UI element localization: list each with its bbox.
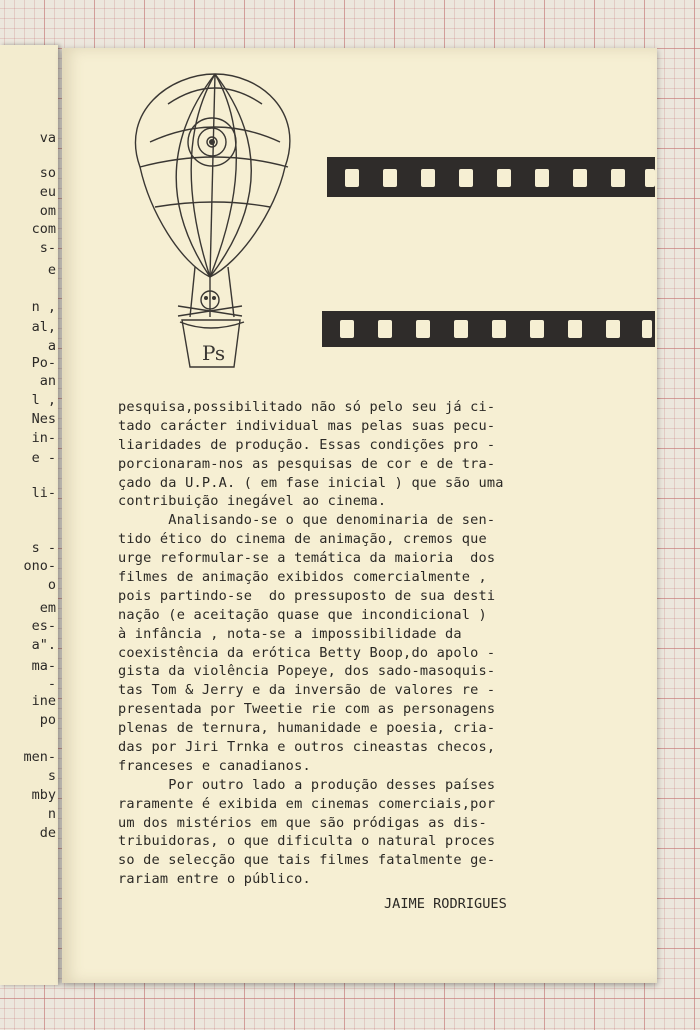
text-line: urge reformular-se a temática da maioria dos	[118, 550, 496, 567]
left-page-fragment: e	[47, 262, 56, 278]
text-line: contribuição inegável ao cinema.	[118, 493, 387, 510]
hot-air-balloon-illustration	[110, 72, 310, 382]
film-strip-bottom	[322, 311, 655, 347]
left-page-fragment: o	[47, 577, 56, 593]
balloon-initials: Ps	[202, 341, 226, 365]
left-page-fragment: mby	[31, 787, 56, 803]
left-page-fragment: n	[47, 806, 56, 822]
left-page-fragment: de	[39, 825, 56, 841]
left-page-fragment: po	[39, 712, 56, 728]
text-line: gista da violência Popeye, dos sado-masoquis-	[118, 663, 496, 680]
left-page-fragment: om	[39, 203, 56, 219]
article-body	[118, 398, 638, 889]
left-page-fragment: an	[39, 373, 56, 389]
left-page-fragment: in-	[31, 430, 56, 446]
text-line: nação (e aceitação quase que incondicional )	[118, 606, 487, 623]
film-strip-top	[327, 157, 655, 197]
left-page-fragment: -	[47, 676, 56, 692]
left-page-fragment: l ,	[31, 392, 56, 408]
left-page-fragment: s -	[31, 540, 56, 556]
left-facing-page	[0, 45, 58, 985]
left-page-fragment: s-	[39, 240, 56, 256]
text-line: presentada por Tweetie rie com as personagens	[118, 701, 496, 718]
left-page-fragment: va	[39, 130, 56, 146]
text-line: à infância , nota-se a impossibilidade da	[118, 625, 462, 642]
left-page-fragment: ono-	[23, 558, 56, 574]
text-line: Analisando-se o que denominaria de sen-	[118, 512, 496, 529]
left-page-fragment: a".	[31, 637, 56, 653]
text-line: um dos mistérios em que são pródigas as dis-	[118, 814, 487, 831]
left-page-fragment: em	[39, 600, 56, 616]
left-page-fragment: eu	[39, 184, 56, 200]
left-page-fragment: li-	[31, 485, 56, 501]
text-line: so de selecção que tais filmes fatalmente ge-	[118, 852, 496, 869]
left-page-fragment: Nes	[31, 411, 56, 427]
text-line: coexistência da erótica Betty Boop,do apolo -	[118, 644, 496, 661]
text-line: das por Jiri Trnka e outros cineastas checos,	[118, 739, 496, 756]
text-line: çado da U.P.A. ( em fase inicial ) que são uma	[118, 474, 504, 491]
left-page-fragment: e -	[31, 450, 56, 466]
text-line: franceses e canadianos.	[118, 757, 311, 774]
left-page-fragment: com	[31, 221, 56, 237]
text-line: filmes de animação exibidos comercialmente ,	[118, 569, 487, 586]
left-page-fragment: s	[47, 768, 56, 784]
text-line: Por outro lado a produção desses países	[118, 776, 496, 793]
left-page-fragment: Po-	[31, 355, 56, 371]
author-signature: JAIME RODRIGUES	[384, 896, 507, 912]
left-page-fragment: men-	[23, 749, 56, 765]
left-page-fragment: ma-	[31, 658, 56, 674]
text-line: tribuidoras, o que dificulta o natural proces	[118, 833, 496, 850]
text-line: rariam entre o público.	[118, 871, 311, 888]
text-line: tido ético do cinema de animação, cremos que	[118, 531, 487, 548]
text-line: tas Tom & Jerry e da inversão de valores re -	[118, 682, 496, 699]
text-line: tado carácter individual mas pelas suas pecu-	[118, 417, 496, 434]
text-line: pois partindo-se do pressuposto de sua desti	[118, 587, 496, 604]
left-page-fragment: al,	[31, 319, 56, 335]
left-page-fragment: a	[47, 338, 56, 354]
text-line: plenas de ternura, humanidade e poesia, cria-	[118, 720, 496, 737]
left-page-fragment: ine	[31, 693, 56, 709]
text-line: porcionaram-nos as pesquisas de cor e de tra-	[118, 455, 496, 472]
left-page-fragment: es-	[31, 618, 56, 634]
left-page-fragment: n ,	[31, 299, 56, 315]
text-line: liaridades de produção. Essas condições pro -	[118, 436, 496, 453]
text-line: raramente é exibida em cinemas comerciais,por	[118, 795, 496, 812]
left-page-fragment: so	[39, 165, 56, 181]
text-line: pesquisa,possibilitado não só pelo seu já ci-	[118, 399, 496, 415]
